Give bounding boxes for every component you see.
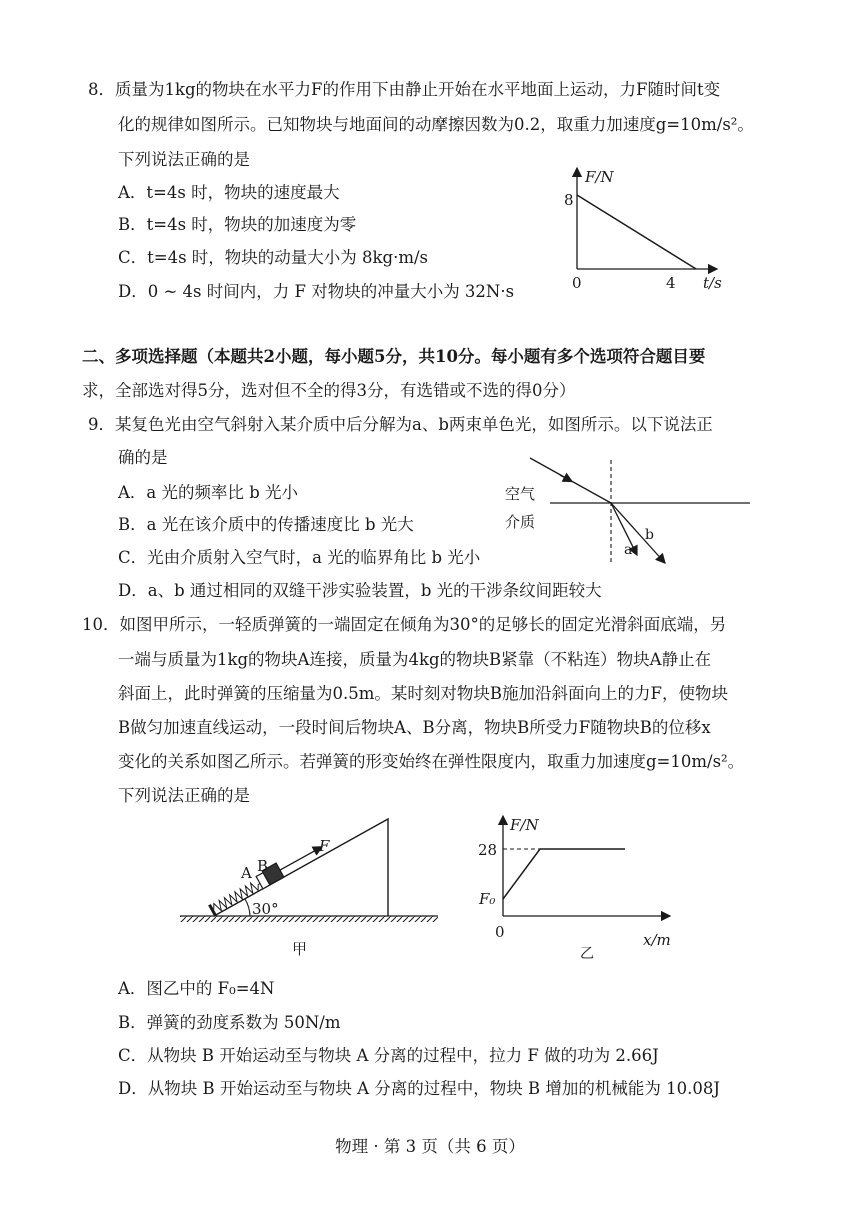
q10-label-f: F [319, 837, 330, 855]
q9-refraction-figure [500, 455, 760, 570]
q10-angle-arc [245, 899, 250, 916]
q10-stem-line3: 斜面上，此时弹簧的压缩量为0.5m。某时刻对物块B施加沿斜面向上的力F，使物块 [118, 684, 728, 703]
q10-option-d: D．从物块 B 开始运动至与物块 A 分离的过程中，物块 B 增加的机械能为 10.08J [118, 1079, 720, 1098]
q10-option-a: A．图乙中的 F₀=4N [118, 979, 275, 998]
q8-option-a: A．t=4s 时，物块的速度最大 [118, 183, 340, 202]
q10-spring-wall [208, 904, 216, 916]
q8-option-b: B．t=4s 时，物块的加速度为零 [118, 215, 357, 234]
q8-force-time-graph [540, 160, 740, 300]
q10-stem-line2: 一端与质量为1kg的物块A连接，质量为4kg的物块B紧靠（不粘连）物块A静止在 [118, 650, 712, 669]
q8-series-line [577, 195, 696, 269]
q8-option-d: D．0 ~ 4s 时间内，力 F 对物块的冲量大小为 32N·s [118, 282, 515, 301]
q10-caption-jia: 甲 [292, 940, 308, 958]
q10-figure-yi [470, 810, 710, 960]
q9-stem-line1: 9．某复色光由空气斜射入某介质中后分解为a、b两束单色光，如图所示。以下说法正 [88, 415, 713, 434]
q10-stem-line1: 10．如图甲所示，一轻质弹簧的一端固定在倾角为30°的足够长的固定光滑斜面底端，另 [82, 615, 727, 634]
q10-force-arrow [280, 847, 322, 870]
q10-yi-tick-28: 28 [478, 841, 498, 859]
q9-option-b: B．a 光在该介质中的传播速度比 b 光大 [118, 515, 414, 534]
q9-incident-arrow [560, 475, 572, 482]
q10-option-b: B．弹簧的劲度系数为 50N/m [118, 1013, 341, 1032]
q10-yi-y-label: F/N [510, 816, 539, 834]
q10-stem-line4: B做匀加速直线运动，一段时间后物块A、B分离，物块B所受力F随物块B的位移x [118, 718, 711, 737]
q10-yi-curve [503, 849, 625, 899]
q10-stem-line6: 下列说法正确的是 [118, 786, 250, 805]
q9-ray-b [611, 503, 665, 563]
page-footer: 物理 · 第 3 页（共 6 页） [335, 1137, 525, 1156]
q10-angle-label: 30° [252, 900, 279, 918]
q10-ground-hatch [180, 916, 438, 922]
q9-stem-line2: 确的是 [118, 448, 168, 467]
q10-yi-origin: 0 [495, 923, 505, 941]
q8-stem-line3: 下列说法正确的是 [118, 150, 250, 169]
section2-heading-line1: 二、多项选择题（本题共2小题，每小题5分，共10分。每小题有多个选项符合题目要 [82, 347, 706, 366]
q10-yi-x-label: x/m [643, 931, 671, 949]
q8-y-label: F/N [585, 168, 614, 186]
q9-option-c: C．光由介质射入空气时，a 光的临界角比 b 光小 [118, 548, 481, 567]
q9-label-b: b [645, 527, 654, 543]
q8-stem-line2: 化的规律如图所示。已知物块与地面间的动摩擦因数为0.2，取重力加速度g=10m/s²。 [118, 115, 754, 134]
q10-stem-line5: 变化的关系如图乙所示。若弹簧的形变始终在弹性限度内，取重力加速度g=10m/s²。 [118, 752, 745, 771]
q9-option-d: D．a、b 通过相同的双缝干涉实验装置，b 光的干涉条纹间距较大 [118, 581, 602, 600]
q8-x-tick-4: 4 [666, 274, 676, 292]
q9-label-air: 空气 [505, 485, 536, 503]
q8-origin: 0 [572, 274, 582, 292]
q8-x-label: t/s [703, 274, 722, 292]
q9-label-a: a [624, 542, 633, 558]
q10-yi-tick-f0: F₀ [479, 890, 496, 908]
q9-label-medium: 介质 [505, 513, 536, 531]
section2-heading-line2: 求，全部选对得5分，选对但不全的得3分，有选错或不选的得0分） [82, 381, 576, 400]
q8-y-tick-8: 8 [564, 191, 574, 209]
q10-caption-yi: 乙 [580, 946, 594, 962]
q9-option-a: A．a 光的频率比 b 光小 [118, 483, 299, 502]
q10-option-c: C．从物块 B 开始运动至与物块 A 分离的过程中，拉力 F 做的功为 2.66J [118, 1046, 659, 1065]
q10-figure-jia [180, 815, 440, 965]
q10-label-a: A [241, 864, 252, 882]
q8-option-c: C．t=4s 时，物块的动量大小为 8kg·m/s [118, 248, 429, 267]
q10-label-b: B [257, 857, 269, 875]
q8-stem-line1: 8．质量为1kg的物块在水平力F的作用下由静止开始在水平地面上运动，力F随时间t变 [88, 80, 721, 99]
